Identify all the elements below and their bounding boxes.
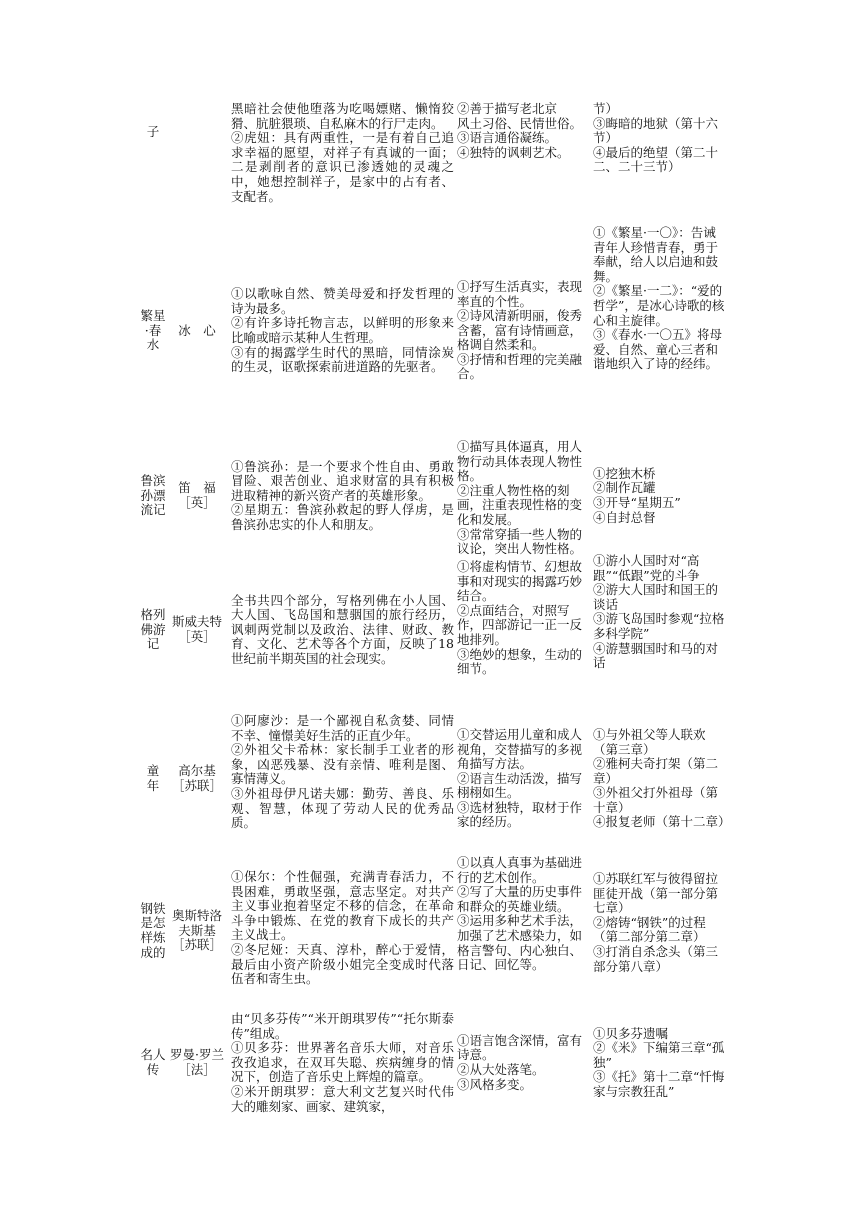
key-chapters: 节） ③晦暗的地狱（第十六节） ④最后的绝望（第二十二、二十三节）	[593, 101, 719, 175]
content-paragraph: 黑暗社会使他堕落为吃喝嫖赌、懒惰狡猾、肮脏猥琐、自私麻木的行尸走肉。	[231, 101, 454, 131]
art-features: ①以真人真事为基础进行的艺术创作。 ②写了大量的历史事件和群众的英雄业绩。 ③运用多种艺术手法，加强了艺术感染力，如格言警句、内心独白、日记、回忆等。	[457, 855, 583, 973]
table-row	[0, 714, 860, 844]
key-chapters: ①苏联红军与彼得留拉匪徒开战（第一部分第七章） ②熔铸“钢铁”的过程（第二部分第二章） ③打消自杀念头（第三部分第八章）	[593, 871, 719, 974]
character-analysis: ①阿廖沙：是一个鄙视自私贪婪、同情不幸、憧憬美好生活的正直少年。 ②外祖父卡希林：家长制手工业者的形象，凶恶残暴、没有亲情、唯利是图、寡情薄义。 ③外祖母伊凡诺夫娜：勤劳、善良、乐观、智慧，体现了劳动人民的优秀品质。	[231, 713, 454, 831]
table-row	[0, 439, 860, 557]
author: 高尔基［苏联］	[171, 763, 222, 793]
key-chapters: ①游小人国时对“高跟”“低跟”党的斗争 ②游大人国时和国王的谈话 ③游飞岛国时参观“拉格多科学院” ④游慧骃国时和马的对话	[593, 553, 725, 671]
book-title: 子	[146, 123, 160, 139]
art-features: ①抒写生活真实，表现率直的个性。 ②诗风清新明丽，俊秀含蓄，富有诗情画意，格调自然柔和。 ③抒情和哲理的完美融合。	[457, 278, 583, 382]
art-features: ①语言饱含深情，富有诗意。 ②从大处落笔。 ③风格多变。	[457, 1032, 583, 1092]
author: 笛 福［英］	[178, 480, 216, 510]
character-analysis: ①保尔：个性倔强，充满青春活力，不畏困难，勇敢坚强，意志坚定。对共产主义事业抱着坚定不移的信念，在革命斗争中锻炼、在党的教育下成长的共产主义战士。 ②冬尼娅：天真、淳朴，醉心于爱情，最后由小资产阶级小姐完全变成时代落伍者和寄生虫。	[231, 869, 454, 987]
art-features: ①描写具体逼真，用人物行动具体表现人物性格。 ②注重人物性格的刻画，注重表现性格的变化和发展。 ③常常穿插一些人物的议论，突出人物性格。	[457, 439, 583, 557]
book-title: 繁星·春水	[140, 308, 166, 353]
key-chapters: ①贝多芬遗嘱 ②《米》下编第三章“孤独” ③《托》第十二章“忏悔家与宗教狂乱”	[593, 1025, 725, 1099]
character-analysis: 由“贝多芬传”“米开朗琪罗传”“托尔斯泰传”组成。 ①贝多芬：世界著名音乐大师，对音乐孜孜追求，在双耳失聪、疾病缠身的情况下，创造了音乐史上辉煌的篇章。 ②米开朗琪罗：意大利文艺复兴时代伟大的雕刻家、画家、建筑家，	[231, 1011, 454, 1114]
table-row	[0, 553, 860, 700]
character-analysis: 全书共四个部分，写格列佛在小人国、大人国、飞岛国和慧骃国的旅行经历，讽刺两党制以及政治、法律、财政、教育、文化、艺术等各个方面，反映了18世纪前半期英国的社会现实。	[231, 592, 454, 666]
author: 罗曼·罗兰［法］	[170, 1047, 224, 1077]
book-title: 童 年	[146, 763, 172, 793]
table-row	[0, 856, 860, 1006]
book-title: 钢铁是怎样炼成的	[140, 900, 166, 960]
book-title: 名人传	[140, 1047, 166, 1077]
art-features: ①交替运用儿童和成人视角，交替描写的多视角描写方法。 ②语言生动活泼，描写栩栩如生。 ③选材独特，取材于作家的经历。	[457, 726, 583, 830]
art-features: ②善于描写老北京 风土习俗、民情世俗。 ③语言通俗凝练。 ④独特的讽刺艺术。	[457, 101, 583, 160]
book-title: 格列佛游记	[140, 607, 166, 652]
key-chapters: ①《繁星·一〇》：告诫青年人珍惜青春，勇于奉献，给人以启迪和鼓舞。 ②《繁星·一二》：“爱的哲学”，是冰心诗歌的核心和主旋律。 ③《春水·一〇五》将母爱、自然、童心三者和谐地织入了诗的经纬。	[593, 225, 725, 372]
table-row	[0, 102, 860, 220]
art-features: ①将虚构情节、幻想故事和对现实的揭露巧妙结合。 ②点面结合，对照写作，四部游记一正一反地排列。 ③绝妙的想象，生动的细节。	[457, 559, 583, 677]
key-chapters: ①与外祖父等人联欢（第三章） ②雅柯夫奇打架（第二章） ③外祖父打外祖母（第十章） ④报复老师（第十二章）	[593, 726, 731, 830]
character-analysis	[231, 102, 454, 204]
character-analysis: ①以歌咏自然、赞美母爱和抒发哲理的诗为最多。 ②有许多诗托物言志，以鲜明的形象来比喻或暗示某种人生哲理。 ③有的揭露学生时代的黑暗，同情涂炭的生灵，讴歌探索前进道路的先驱者。	[231, 286, 454, 375]
character-analysis: ①鲁滨孙：是一个要求个性自由、勇敢冒险、艰苦创业、追求财富的具有积极进取精神的新兴资产者的英雄形象。 ②星期五：鲁滨孙救起的野人俘虏，是鲁滨孙忠实的仆人和朋友。	[231, 458, 454, 532]
table-row	[0, 1012, 860, 1114]
book-title: 鲁滨孙漂流记	[140, 473, 166, 518]
author: 冰 心	[178, 322, 216, 338]
content-paragraph: ②虎妞：具有两重性，一是有着自己追求幸福的愿望，对祥子有真诚的一面；二是剥削者的意识已渗透她的灵魂之中，她想控制祥子，是家中的占有者、支配者。	[231, 130, 454, 204]
author: 斯威夫特［英］	[171, 614, 222, 644]
table-row	[0, 226, 860, 436]
author: 奥斯特洛夫斯基［苏联］	[171, 908, 222, 953]
key-chapters: ①挖独木桥 ②制作瓦罐 ③开导“星期五” ④自封总督	[593, 465, 681, 525]
